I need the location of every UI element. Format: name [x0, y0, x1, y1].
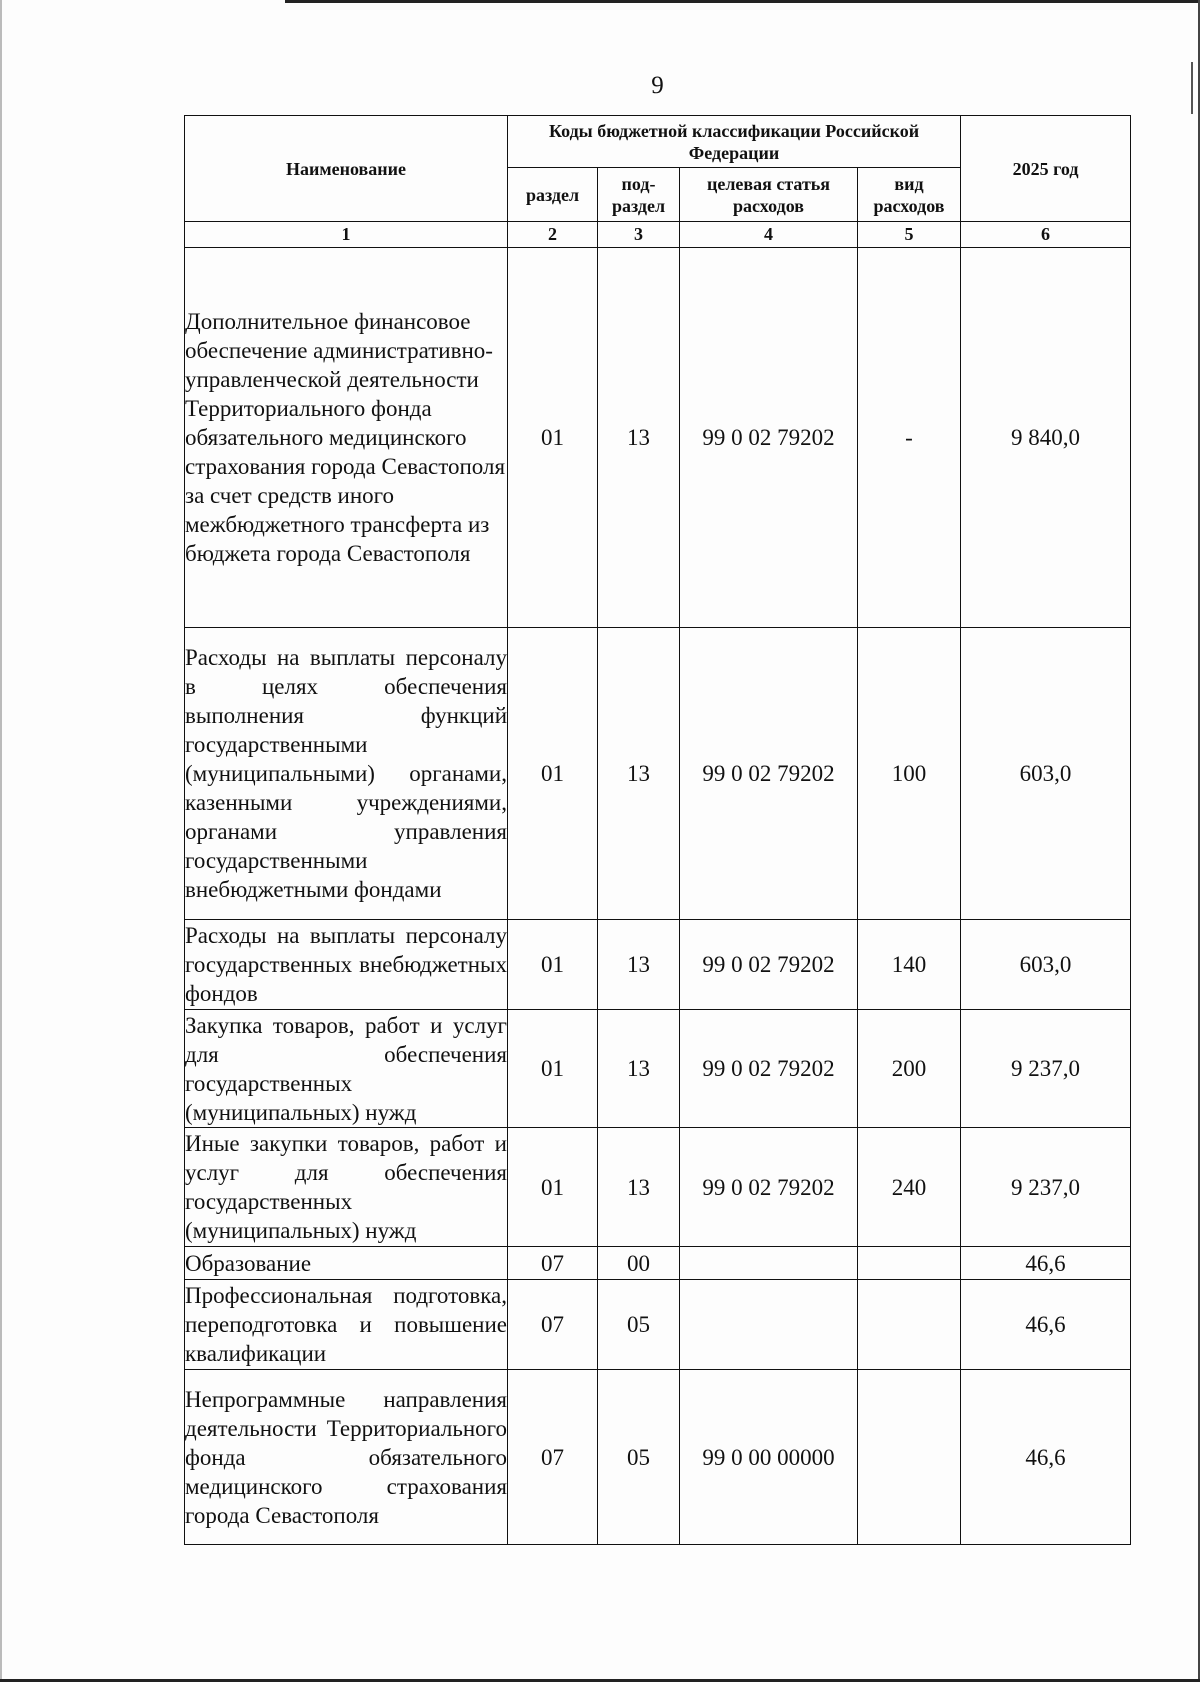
row-name: Иные закупки товаров, работ и услуг для обеспечения государственных (муниципальных) нужд	[185, 1128, 508, 1247]
table-row	[185, 1010, 1131, 1128]
row-vid: 200	[858, 1010, 961, 1128]
row-vid	[858, 1247, 961, 1280]
row-podrazdel: 13	[598, 1128, 680, 1247]
table-row	[185, 628, 1131, 920]
table-row	[185, 1280, 1131, 1370]
row-podrazdel: 05	[598, 1280, 680, 1370]
row-podrazdel: 00	[598, 1247, 680, 1280]
row-celevaya: 99 0 00 00000	[680, 1370, 858, 1545]
row-razdel: 01	[508, 1128, 598, 1247]
table-row	[185, 920, 1131, 1010]
row-razdel: 01	[508, 920, 598, 1010]
row-razdel: 07	[508, 1280, 598, 1370]
header-name: Наименование	[185, 116, 508, 222]
row-amount: 9 237,0	[961, 1010, 1131, 1128]
row-vid	[858, 1370, 961, 1545]
header-vid: вид расходов	[858, 168, 961, 222]
row-amount: 9 840,0	[961, 248, 1131, 628]
header-codes-group: Коды бюджетной классификации Российской Федерации	[508, 116, 961, 168]
column-number: 3	[598, 222, 680, 248]
table-row	[185, 248, 1131, 628]
table-row	[185, 1247, 1131, 1280]
row-vid: 240	[858, 1128, 961, 1247]
row-name: Расходы на выплаты персоналу в целях обеспечения выполнения функций государственными (муниципальными) органами, казенными учреждениями, органами управления государственными внебюджетными фондами	[185, 628, 508, 920]
row-razdel: 01	[508, 1010, 598, 1128]
row-podrazdel: 13	[598, 248, 680, 628]
row-razdel: 07	[508, 1247, 598, 1280]
row-podrazdel: 13	[598, 920, 680, 1010]
row-amount: 46,6	[961, 1247, 1131, 1280]
row-celevaya: 99 0 02 79202	[680, 628, 858, 920]
row-podrazdel: 05	[598, 1370, 680, 1545]
row-celevaya	[680, 1247, 858, 1280]
row-vid: -	[858, 248, 961, 628]
row-razdel: 01	[508, 628, 598, 920]
column-number: 4	[680, 222, 858, 248]
column-number: 2	[508, 222, 598, 248]
scan-edge-left	[0, 0, 2, 1682]
row-name: Непрограммные направления деятельности Территориального фонда обязательного медицинского страхования города Севастополя	[185, 1370, 508, 1545]
column-number: 5	[858, 222, 961, 248]
header-year: 2025 год	[961, 116, 1131, 222]
row-amount: 603,0	[961, 920, 1131, 1010]
row-amount: 46,6	[961, 1280, 1131, 1370]
row-vid: 140	[858, 920, 961, 1010]
row-celevaya: 99 0 02 79202	[680, 920, 858, 1010]
row-name: Расходы на выплаты персоналу государственных внебюджетных фондов	[185, 920, 508, 1010]
row-celevaya: 99 0 02 79202	[680, 1128, 858, 1247]
row-amount: 603,0	[961, 628, 1131, 920]
column-number: 1	[185, 222, 508, 248]
row-podrazdel: 13	[598, 1010, 680, 1128]
row-name: Дополнительное финансовое обеспечение административно-управленческой деятельности Территориального фонда обязательного медицинского страхования города Севастополя за счет средств иного межбюджетного трансферта из бюджета города Севастополя	[185, 248, 508, 628]
table-row	[185, 1370, 1131, 1545]
header-celevaya: целевая статья расходов	[680, 168, 858, 222]
header-podrazdel: под-раздел	[598, 168, 680, 222]
column-number: 6	[961, 222, 1131, 248]
row-razdel: 01	[508, 248, 598, 628]
column-number-row	[185, 222, 1131, 248]
row-celevaya	[680, 1280, 858, 1370]
page-number: 9	[651, 72, 664, 99]
row-name: Закупка товаров, работ и услуг для обеспечения государственных (муниципальных) нужд	[185, 1010, 508, 1128]
budget-table	[184, 115, 1131, 1545]
row-razdel: 07	[508, 1370, 598, 1545]
row-name: Профессиональная подготовка, переподготовка и повышение квалификации	[185, 1280, 508, 1370]
table-row	[185, 1128, 1131, 1247]
row-podrazdel: 13	[598, 628, 680, 920]
header-razdel: раздел	[508, 168, 598, 222]
row-amount: 9 237,0	[961, 1128, 1131, 1247]
row-vid	[858, 1280, 961, 1370]
row-amount: 46,6	[961, 1370, 1131, 1545]
row-celevaya: 99 0 02 79202	[680, 248, 858, 628]
row-vid: 100	[858, 628, 961, 920]
row-celevaya: 99 0 02 79202	[680, 1010, 858, 1128]
scan-edge-top	[285, 0, 1200, 3]
row-name: Образование	[185, 1247, 508, 1280]
